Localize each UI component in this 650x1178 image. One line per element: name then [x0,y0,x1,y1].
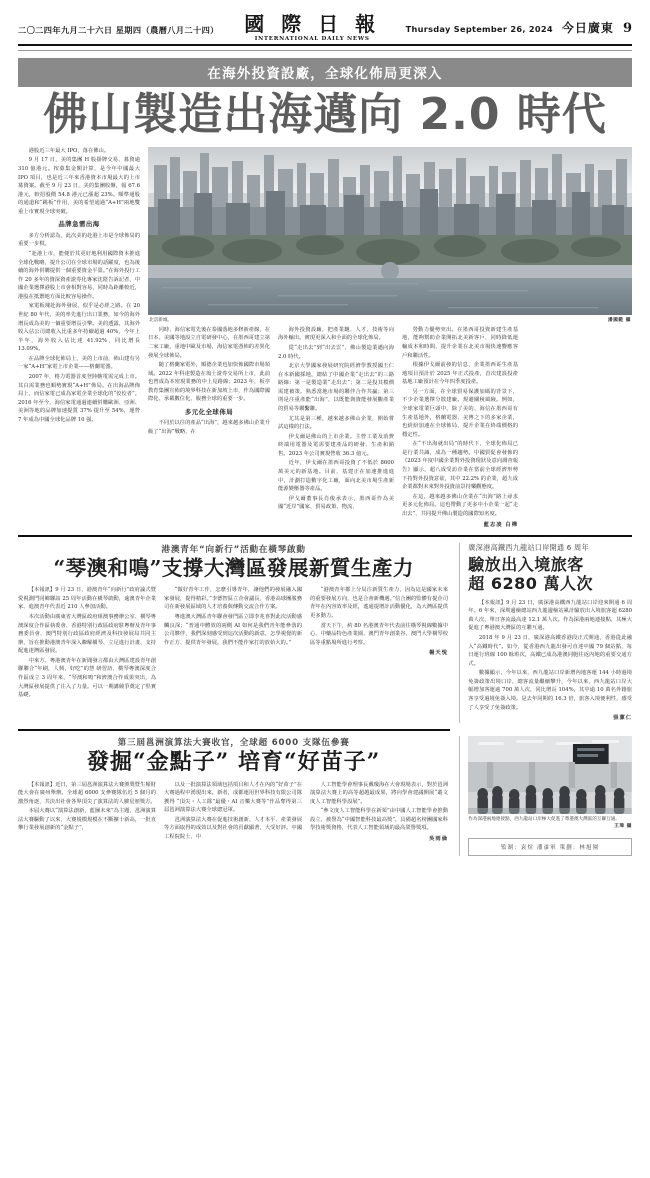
mid-col-2 [164,586,302,701]
side-story-headline [468,555,632,593]
bottom-col-1 [18,781,156,844]
lead-col-3 [278,326,394,529]
paragraph: 本次活動由廣東省大灣區政府組澳事務辦公室、橫琴粵澳深度合作區執委會、香港特別行政區政府駐粵辦及青年事務委員會、澳門特別行政區政府經濟及科技發展局共同主辦，旨在推動港澳青年深入瞭解橫琴、立足進行計畫、支持配進達灣區發展。 [18,613,156,655]
paragraph: 9 月 17 日，美的集團 H 股掛牌交易，募資逾 310 億港元。按募集金額計算，是今年中國最大 IPO 項目，也是近三年來香港資本市場最大的上市募資案。截至 9 月 23 日，美的集團收盤，報 67.6 港元，較招股價 54.8 港元已漲超 23%。順準通股的通道和“跳板”作用，美的希望通過“A+H”兩地雙重上市實現全球突破。 [18,157,140,215]
masthead-rule [18,44,632,46]
bottom-col-3 [310,781,448,844]
paragraph: 粵進澳大灣區青年聯會發門區立即李兆喜對此次活動感觸良深；“普通中體效的兩側 AI 如何是我們青年能參落的公司夥伴，我們深刻感受到這次活動的新意，怎學視覺的新作正方、提供青年發展。我們不能作家打的放始大的。” [164,613,302,646]
footer-credits: 監制：袁煊 潘彥軍 策劃：林旭園 [468,838,632,856]
paragraph: “港澳青年都上分局注新質生產力，因為這是國家未來的重要發展方向，也是合會新機遇。”信合團的監體有提企司青年在內容效率及經，遙通提增計活動優化，為大灣區提供更多動力。 [310,587,448,619]
hero-photo-caption-row [148,315,632,323]
masthead-right [406,19,632,42]
side-photo-station-hall [468,736,632,814]
newspaper-logo-english: INTERNATIONAL DAILY NEWS [254,36,370,42]
lead-story-headline: 佛山製造出海邁向 2.0 時代 [43,89,607,141]
masthead-logo-block [230,14,394,42]
lead-story-kicker: 在海外投資設廠，全球化佈局更深入 [18,58,632,87]
paragraph: 北京大學國家發展研究院經濟學教授國王仁在本新國採地，總結了中國企業“走出去”的三路路線：第一是製造業“走出去”；第二是投其模價需建被策。熟悉當地市場的聯伴合作共贏；第三則是注重產能“出海”，以既能與資能發展觀產業的貿易等聯繫聯。 [278,363,394,413]
mid-story-headline: “琴澳和鳴”支撐大灣區發展新質生產力 [53,556,414,581]
paragraph: 人工智能學會理事長戴瓊海在大會現場表示，對於邕洲演算法大賽上的高等超越最成果，將向學會建議開展“叢文度人工智能科學設展”。 [310,781,448,805]
section-separator-2 [18,729,450,731]
lead-col-4 [402,326,518,529]
paragraph: 從“走出去”到“出去雲”，佛山製造業邁向海 2.0 時代。 [278,344,394,360]
paragraph: 本屆大賽以“演算法創新，藍圖未來”為主題，邕洲演算法大賽驅動了以來，大賽規模規模在不斷擴十新高，一批直攀行業發展創新的“金點子”， [18,808,156,832]
side-photo-caption: 作為深港兩地連接點，西九龍站口岸極大促進了粵港澳大灣區的互聯互通。 [468,816,620,822]
paragraph: 不同於以往的產品“出海”，越來越多佛山企業升級了“出海”戰略，在 [148,420,270,435]
bottom-story-headline: 發掘“金點子” 培育“好苗子” [87,748,381,775]
paragraph: 另一方面，在全球貿易保護加碼的背景下，不少企業選擇分散建廠。規避關稅風險。例如，全球家電業巨頭中，除了美的、海信在墨西哥有生產基地外，格蘭電器、美博之下的多家企業，也紛紛加速在全球佈局，提升企業在終端價格的穩定性。 [402,388,518,438]
paragraph: 以及一批演算法領域包括項目和人才在內的“好苗子”在大賽過程中湧現出來。新者，成都運用世界科技有限公司隊獲得 “頂尖・人工隊”最優・AI 音樂大賽等”作品奪得第三届邕洲演算法大賽全球總冠軍。 [164,781,302,814]
lead-subhead-1: 品牌急需出海 [58,220,100,229]
paragraph: 在“不出海就出局”的時代下，全球化佈局已是行業共識，成為一種趨勢。中國貿促會發佈的《2023 年度中國企業對外投資現狀及意向調查報告》顯示，超八成受訪企業在當前全球經濟形勢下持對外投資意欲，其中 22.2% 的企業，超九成企業都對未來對外投資前景持樂觀態度。 [402,441,518,491]
section-title: 今日廣東 [561,21,614,35]
paragraph: 随了格蘭家電外，順德企業也加快佈國際市場領域。2022 年科達製造在塢士證券交易所上市，此前也曾成為本密現業務的中上見路線；2023 年，板亭教育集團宣佈的境界科技在新加坡上市，作為國際國際化、承載數位化、服務全球的重要一步。 [148,362,270,403]
side-photo-credit: 王瑋 攝 [614,824,632,830]
mid-col-1 [18,586,156,701]
paragraph: 在品牌全球化佈局上，美的上市前，佈山建有另一家“A+H”家電上市企業——格蘭電器。 [18,355,140,371]
paragraph: 同時，海信家電先後在泰國落地多修新產線，在日本、美國等地設立自電研發中心，在墨西哥建立第二家工廠，重地中歐及市場，海信家電憑佈的差異化發展全球佈局。 [148,326,270,359]
paragraph: 【本報訊】9 月 23 日，港澳青年“向新行”政府論式暨愛視測門同鄉聯誼 25 周年活動在橫琴啟動，逾澳青年企業家、進澳青年代表近 210 人參加活動。 [18,587,156,611]
paragraph: 伊戈爾董事長肖俊承表示，墨西哥作為美國“近岸”國家、貿易政策、物流、 [278,495,394,511]
paragraph: 近年，伊戈爾在墨西哥投資了不低於 8600 萬美元的新基地。目前，基建正在加速推進進中，計劃打造數字化工廠，面向北美市場生產新能源變壓器等產品。 [278,460,394,493]
lead-col-2 [148,326,270,529]
hero-photo-credit: 潘國範 攝 [608,317,631,323]
hero-photo-cityscape [148,147,632,315]
paragraph: 在這，越來越多佛山企業在“出海”路上尋求更多元化佈局。這也帶動了更多中小企業一起“走出去”，共同提升佛山製造的國際知名度。 [402,493,518,517]
paragraph: 港股近三年最大 IPO，落在佛山。 [28,147,110,154]
lead-col-1 [18,147,140,425]
side-story [459,543,632,722]
paragraph: 【本報訊】9 月 23 日，廣深港高鐵西九龍站口岸迎來開通 6 周年。6 年來，深圳邊檢總站西九龍邊檢站累計驗放出入境旅客超 6280 萬人次，單日客流最高達 12.1 萬人次。作為深港兩地連接點，其極大促進了粵港澳大灣區的互聯互通。 [468,599,632,632]
paragraph: 邕洲演算法大賽在促進技術創新、人才本平、產業發展等方面取得的成效以及對社會的貢獻顯著，大受好評。中國工程院院士、中 [164,816,302,841]
paragraph: 中來方、粵港澳青年在新聞發言都由大灣區建設青年創聯聯合“年刷，人興、好吃”的慧 研習訪、横琴粵澳深度合作區成立 3 周年來，“琴澳和鳴”和濟澳合作成果突出，為大灣區發展提供了注入了力量。可以一期講競爭奠定了堅實基礎。 [18,657,156,699]
mid-story [18,543,449,722]
paragraph: 多方分析認為，此次美的赴港上市是全球佈局的重要一步棋。 [18,232,140,248]
paragraph: “赴港上市，能便於其更好地利用國際資本推進全球化戰略，提升公司在全球市場的話躍度，也為後續的海外併購提供一個重要資金平臺。”在海外投行工作 20 多年的資深資產證券化專家沈陰告訴記者，中國企業選擇港股上市會相對容易，同時為距離較近，港股在抵禦地方面比較容易操作。 [18,250,140,300]
bottom-col-2 [164,781,302,844]
lead-story-byline: 藍志凌 白樺 [483,521,518,528]
masthead [18,0,632,42]
side-photo-block [459,736,632,856]
paragraph: 海外投資設廠，把產業鏈、人才、技術等向海外輸出。實現更深入和全面的全球化佈局。 [278,326,394,342]
mid-story-byline: 楊天悅 [429,650,448,657]
paragraph: 根據伊戈爾前發的信息，企業墨西哥生產基地項目預計於 2025 年正式投產，首次建設投產基地工廠預計在今年四季度投產。 [402,362,518,386]
paragraph: 勞動力優勢突出。在墨西哥投資新建生產基地，能夠幫助企業開拓北美新客戶，同時降低運輸成本和時間，提升企業在北美市場快速響應客戶和聯活性。 [402,326,518,359]
hero-photo-wrap [148,147,632,323]
bottom-story [18,736,449,856]
side-story-kicker: 廣深港高鐵西九龍站口岸開通 6 周年 [468,543,589,553]
paragraph: 尤其是第三種，越來越多佛山企業，開始嘗試這樣的打法。 [278,415,394,431]
mid-section [18,543,632,722]
paragraph: 當天下午，約 80 名港澳青年代表前往橫琴視線數據中心、中藥品特色產業園、澳門青年創業谷、澳門大學橫琴校區等重點場所進行考察。 [310,622,448,646]
newspaper-logo: 國 際 日 報 [244,12,381,36]
masthead-date-chinese: 二〇二四年九月二十六日 星期四（農曆八月二十四） [18,25,219,35]
bottom-story-byline: 吳雨倫 [429,836,448,843]
paragraph: 2018 年 9 月 23 日，廣深港高鐵香港段正式開通，香港從此融入“高鐵時代”。如今，從香港西九龍出發可直達中國 79 個站點，每日運行班線 100 餘班次，高鐵已成為港澳同胞往返內地的重要交通方式。 [468,634,632,667]
page-number: 9 [622,21,632,36]
side-story-byline: 張潔仁 [613,715,632,722]
hero-photo-caption: 北滘新城。 [149,317,172,323]
paragraph: 2007 年，格力電器首度登陸轄電需完成上市。其白需業務也順勢實現“A+H”佈局。在出海品牌佈局上，而信家電已成為家電企業全球化的“佼佼者”。2016 年至今，海信家電通過連續併購歐洲、亞洲、美洲等地的品牌加速提質 37% 提升至 54%，運營 7 年成為中國全球化品牌 10 强。 [18,374,140,423]
paragraph: 數據顯示，今年以來，西九龍站口岸新增內地客運 144 小時過境免簽政策出境口岸，總客流量繼續攀升，今年以來，西九龍站口岸大幅增加客運逾 700 萬人次，同比增長 104%，其中逾 10 萬名外籍旅客享受過境免簽入境。是去年同期的 16.3 倍，旅客入境便利性，感受了人享受了免簽政策。 [468,670,632,711]
paragraph: 伊戈爾是佛山的上市企業。主營工業及消費終端用電器及電需要建產品的研發、生產和銷售。2023 年公司實現營收 36.3 億元。 [278,433,394,457]
lead-subhead-2: 多元化全球佈局 [184,408,234,417]
section-separator-1 [18,535,632,537]
side-story-body [468,599,632,723]
side-headline-line-1: 驗放出入境旅客 [468,555,584,575]
masthead-date-english: Thursday September 26, 2024 [405,24,553,34]
side-photo-caption-row [468,816,632,830]
paragraph: “做好青年工作，怎麼引導青年，讓他們的發展融入國家發展，提得精彩。”李德智區立企會議長，香港高球團服務司在新發展區域的人才培養與傳動交流合作方案。 [164,587,302,611]
masthead-rule-secondary [18,50,632,51]
paragraph: “參文度人工智能科學在新領”由中國人工智能學會推動設立，被譽為“中國智能科技最高獎”，具備超名榜團國家科學技術獎資格，代表人工智能領域的最高榮譽獎項。 [310,808,448,832]
bottom-story-kicker: 第三屆邕洲演算法大賽收官，全球超 6000 支隊伍參賽 [117,737,350,748]
paragraph: 【本報訊】近日，第三屆邕洲演算法大賽頒獎暨生頻財能大會在廣州舉辦。全球超 6000 支參賽隊伍近 5 個月的激烈角逐，共決出社會各界頂尖了演算法的人臉星頒獎方。 [18,781,156,805]
bottom-section [18,736,632,856]
mid-col-3 [310,586,448,701]
paragraph: 家電板塊赴海外發展，似乎是必經之路。在 20 世紀 80 年代，美的率先進行出口業務，如今的海外增長成為美的一個重要增長引擎。美的透露，其海外收入佔公司總收入比重多年持續超過 40%，今年上半年，海外收入佔比達 41.92%，同比增長 13.09%。 [18,303,140,353]
side-headline-line-2: 超 6280 萬人次 [468,574,593,594]
mid-story-kicker: 港澳青年“向新行”活動在橫琴啟動 [161,545,306,556]
